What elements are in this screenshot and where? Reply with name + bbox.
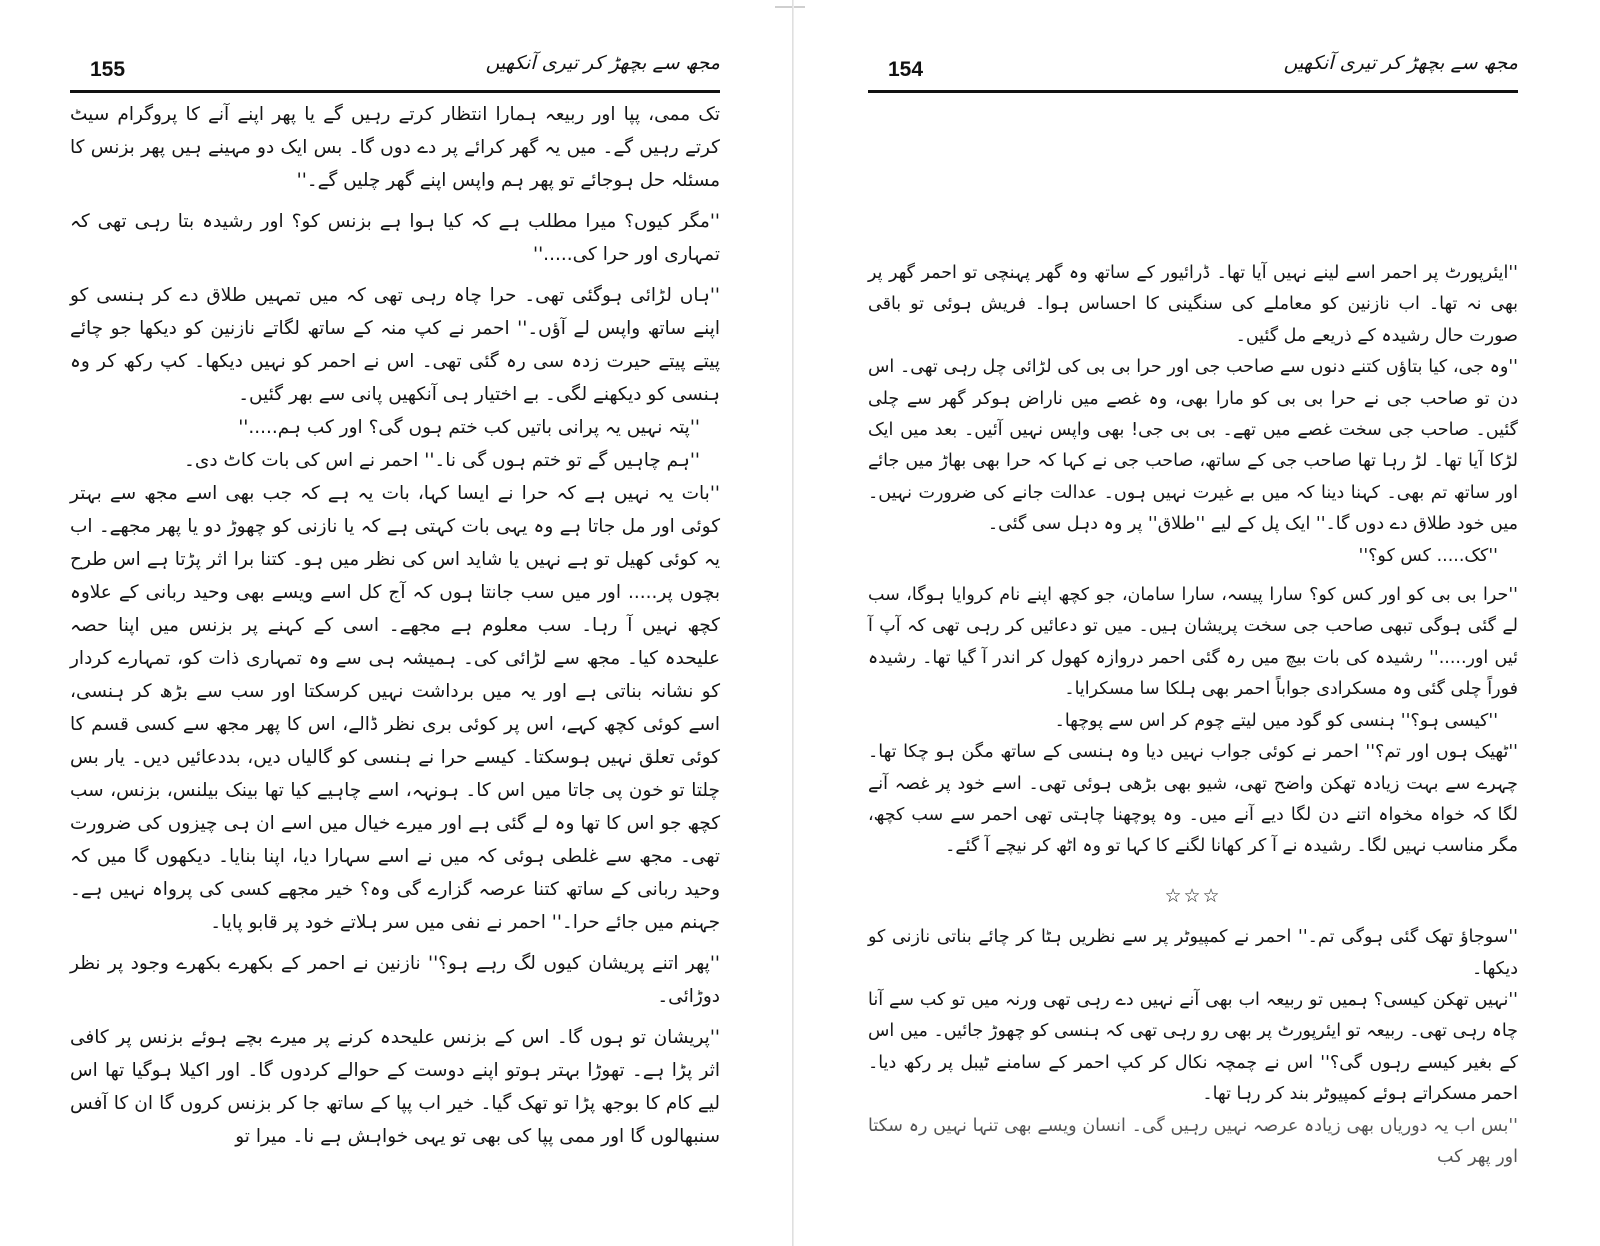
paragraph: ''ہم چاہیں گے تو ختم ہوں گی نا۔'' احمر نے اس کی بات کاٹ دی۔ — [184, 450, 700, 471]
running-title: مجھ سے بچھڑ کر تیری آنکھیں — [1283, 52, 1518, 74]
scan-mark — [775, 6, 805, 8]
paragraph: ''پتہ نہیں یہ پرانی باتیں کب ختم ہوں گی؟ اور کب ہم.....'' — [238, 417, 700, 438]
paragraph: ''ٹھیک ہوں اور تم؟'' احمر نے کوئی جواب نہیں دیا وہ ہنسی کے ساتھ مگن ہو چکا تھا۔ چہرے سے بہت زیادہ تھکن واضح تھی، شیو بھی بڑھی ہوئی تھی۔ اسے خود پر غصہ آنے لگا کہ خواہ مخواہ اتنے دن لگا دیے آنے میں۔ وہ پوچھنا چاہتی تھی احمر سے سب کچھ، مگر مناسب نہیں لگا۔ رشیدہ نے آ کر کھانا لگنے کا کہا تو وہ اٹھ کر نیچے آ گئے۔ — [868, 742, 1518, 857]
paragraph: ''پریشان تو ہوں گا۔ اس کے بزنس علیحدہ کرنے پر میرے بچے ہوئے بزنس پر کافی اثر پڑا ہے۔ تھوڑا بہتر ہوتو اپنے دوست کے حوالے کردوں گا۔ اور اکیلا ہوگیا تھا اس لیے کام کا بوجھ پڑا تو تھک گیا۔ خیر اب پپا کے ساتھ جا کر بزنس کروں گا ان کا آفس سنبھالوں گا اور ممی پپا کی بھی تو یہی خواہش ہے نا۔ میرا تو — [70, 1027, 720, 1147]
section-separator: ☆☆☆ — [1164, 884, 1222, 907]
page-155 — [70, 0, 720, 1246]
page-number: 155 — [90, 58, 126, 81]
header-rule — [70, 90, 720, 93]
running-title: مجھ سے بچھڑ کر تیری آنکھیں — [485, 52, 720, 74]
paragraph: ''کیسی ہو؟'' ہنسی کو گود میں لیتے چوم کر اس سے پوچھا۔ — [1054, 710, 1498, 731]
page-154 — [868, 0, 1518, 1246]
paragraph: ''نہیں تھکن کیسی؟ ہمیں تو ربیعہ اب بھی آنے نہیں دے رہی تھی ورنہ میں تو کب سے آنا چاہ رہی تھی۔ ربیعہ تو ایئرپورٹ پر بھی رو رہی تھی کہ ہنسی کو چھوڑ جائیں۔ میں اس کے بغیر کیسے رہوں گی؟'' اس نے چمچہ نکال کر کپ احمر کے سامنے ٹیبل پر رکھ دیا۔ احمر مسکراتے ہوئے کمپیوٹر بند کر رہا تھا۔ — [868, 989, 1518, 1105]
paragraph: ''بس اب یہ دوریاں بھی زیادہ عرصہ نہیں رہیں گی۔ انسان ویسے بھی تنہا نہیں رہ سکتا اور پھر کب — [868, 1115, 1518, 1167]
book-spine — [792, 0, 794, 1246]
paragraph: ''کک..... کس کو؟'' — [1358, 545, 1498, 566]
page-body — [70, 98, 720, 1153]
paragraph: ''پھر اتنے پریشان کیوں لگ رہے ہو؟'' نازنین نے احمر کے بکھرے بکھرے وجود پر نظر دوڑائی۔ — [70, 953, 720, 1007]
page-number: 154 — [888, 58, 924, 81]
paragraph: ''مگر کیوں؟ میرا مطلب ہے کہ کیا ہوا ہے بزنس کو؟ اور رشیدہ بتا رہی تھی کہ تمہاری اور حرا کی.....'' — [70, 211, 720, 265]
page-header — [70, 50, 720, 90]
paragraph: ''ایئرپورٹ پر احمر اسے لینے نہیں آیا تھا۔ ڈرائیور کے ساتھ وہ گھر پہنچی تو احمر گھر پر بھی نہ تھا۔ اب نازنین کو معاملے کی سنگینی کا احساس ہوا۔ فریش ہوئی تو باقی صورت حال رشیدہ کے ذریعے مل گئیں۔ — [868, 263, 1518, 346]
header-rule — [868, 90, 1518, 93]
paragraph: ''ہاں لڑائی ہوگئی تھی۔ حرا چاہ رہی تھی کہ میں تمہیں طلاق دے کر ہنسی کو اپنے ساتھ واپس لے آؤں۔'' احمر نے کپ منہ کے ساتھ لگاتے نازنین کو دیکھا جو چائے پیتے پیتے حیرت زدہ سی رہ گئی تھی۔ اس نے احمر کو نہیں دیکھا۔ کپ رکھ کر وہ ہنسی کو دیکھنے لگی۔ بے اختیار ہی آنکھیں پانی سے بھر گئیں۔ — [70, 285, 720, 405]
paragraph: ''حرا بی بی کو اور کس کو؟ سارا پیسہ، سارا سامان، جو کچھ اپنے نام کروایا ہوگا، سب لے گئی ہوگی تبھی صاحب جی سخت پریشان ہیں۔ میں تو دعائیں کر رہی تھی کہ آپ آ ئیں اور.....'' رشیدہ کی بات بیچ میں رہ گئی احمر دروازہ کھول کر اندر آ گیا تھا۔ رشیدہ فوراً چلی گئی وہ مسکرادی جواباً احمر بھی ہلکا سا مسکرایا۔ — [868, 585, 1518, 700]
paragraph: ''وہ جی، کیا بتاؤں کتنے دنوں سے صاحب جی اور حرا بی بی کی لڑائی چل رہی تھی۔ اس دن تو صاحب جی نے حرا بی بی کو مارا بھی، وہ غصے میں ناراض ہوکر گھر سے چلی گئیں۔ صاحب جی سخت غصے میں تھے۔ بی بی جی! بھی واپس نہیں آئیں۔ بعد میں ایک لڑکا آیا تھا۔ لڑ رہا تھا صاحب جی کے ساتھ، صاحب جی نے کہا کہ حرا بھی بھاڑ میں جائے اور ساتھ تم بھی۔ کہنا دینا کہ میں بے غیرت نہیں ہوں۔ عدالت جانے کی ضرورت نہیں۔ میں خود طلاق دے دوں گا۔'' ایک پل کے لیے ''طلاق'' پر وہ دہل سی گئی۔ — [868, 357, 1518, 535]
page-header — [868, 50, 1518, 90]
paragraph: تک ممی، پپا اور ربیعہ ہمارا انتظار کرتے رہیں گے یا پھر اپنے آنے کا پروگرام سیٹ کرتے رہیں گے۔ میں یہ گھر کرائے پر دے دوں گا۔ بس ایک دو مہینے ہیں پھر بزنس کا مسئلہ حل ہوجائے تو پھر ہم واپس اپنے گھر چلیں گے۔'' — [70, 104, 720, 191]
page-body — [868, 258, 1518, 1173]
paragraph: ''سوجاؤ تھک گئی ہوگی تم۔'' احمر نے کمپیوٹر پر سے نظریں ہٹا کر چائے بناتی نازنی کو دیکھا۔ — [868, 927, 1518, 979]
paragraph: ''بات یہ نہیں ہے کہ حرا نے ایسا کہا، بات یہ ہے کہ جب بھی اسے مجھ سے بہتر کوئی اور مل جاتا ہے وہ یہی بات کہتی ہے کہ یا نازنی کو چھوڑ دو یا پھر مجھے۔ اب یہ کوئی کھیل تو ہے نہیں یا شاید اس کی نظر میں ہو۔ کتنا برا اثر پڑتا ہے اس طرح بچوں پر..... اور میں سب جانتا ہوں کہ آج کل اسے ویسے بھی وحید ربانی کے علاوہ کچھ نہیں آ رہا۔ سب معلوم ہے مجھے۔ اسی کے کہنے پر بزنس میں اپنا حصہ علیحدہ کیا۔ مجھ سے لڑائی کی۔ ہمیشہ ہی سے وہ تمہاری ذات کو، تمہارے کردار کو نشانہ بناتی ہے اور یہ میں برداشت نہیں کرسکتا اور سب سے بڑھ کر ہنسی، اسے کوئی کچھ کہے، اس پر کوئی بری نظر ڈالے، اس کا پھر مجھ سے کسی قسم کا کوئی تعلق نہیں ہوسکتا۔ کیسے حرا نے ہنسی کو گالیاں دیں، بددعائیں دیں۔ یار بس چلتا تو خون پی جاتا میں اس کا۔ ہونہہ، اسے چاہیے کیا تھا بینک بیلنس، بزنس، سب کچھ جو اس کا تھا وہ لے گئی ہے اور میرے خیال میں اسے ان ہی چیزوں کی ضرورت تھی۔ مجھ سے غلطی ہوئی کہ میں نے اسے سہارا دیا، اپنا بنایا۔ دیکھوں گا میں کہ وحید ربانی کے ساتھ کتنا عرصہ گزارے گی وہ؟ خیر مجھے کسی کی پرواہ نہیں ہے۔ جہنم میں جائے حرا۔'' احمر نے نفی میں سر ہلاتے خود پر قابو پایا۔ — [70, 483, 720, 933]
